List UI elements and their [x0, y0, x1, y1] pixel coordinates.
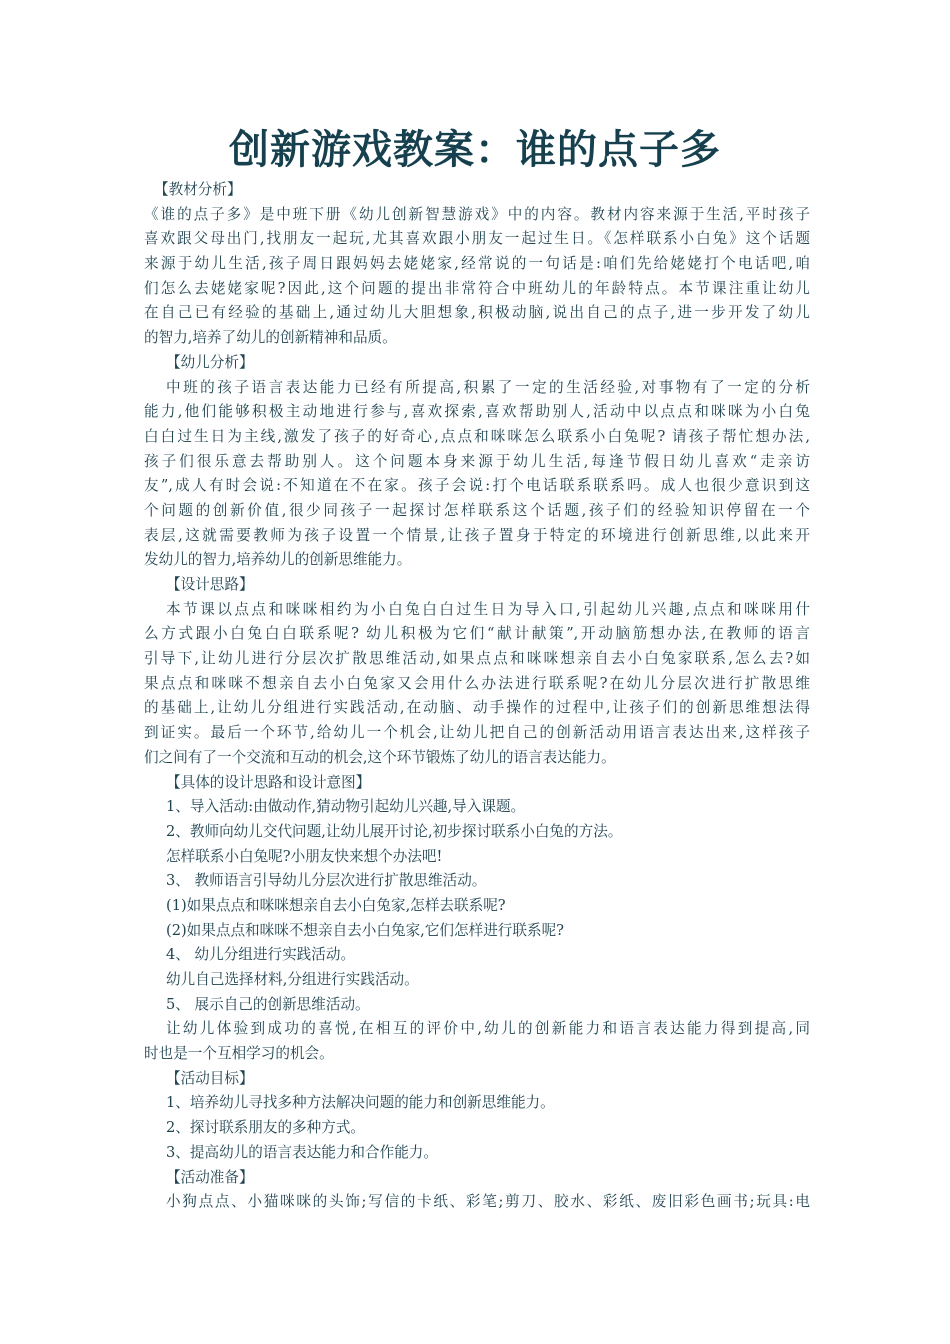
body-line: 发幼儿的智力,培养幼儿的创新思维能力。 [144, 551, 412, 569]
document-body [144, 178, 810, 1215]
body-line: 来源于幼儿生活,孩子周日跟妈妈去姥姥家,经常说的一句话是:咱们先给姥姥打个电话吧,咱 [144, 255, 810, 273]
body-line: 表层,这就需要教师为孩子设置一个情景,让孩子置身于特定的环境进行创新思维,以此来开 [144, 526, 810, 544]
body-line: 【教材分析】 [154, 181, 242, 198]
body-line: 【活动准备】 [166, 1168, 254, 1186]
body-line: 果点点和咪咪不想亲自去小白兔家又会用什么办法进行联系呢?在幼儿分层次进行扩散思维 [144, 674, 810, 692]
body-line: 幼儿自己选择材料,分组进行实践活动。 [166, 971, 419, 988]
body-line: 能力,他们能够积极主动地进行参与,喜欢探索,喜欢帮助别人,活动中以点点和咪咪为小白兔 [144, 403, 810, 421]
document-title: 创新游戏教案：谁的点子多 [229, 127, 721, 173]
body-line: 时也是一个互相学习的机会。 [144, 1045, 334, 1063]
body-line: 们怎么去姥姥家呢?因此,这个问题的提出非常符合中班幼儿的年龄特点。本节课注重让幼儿 [144, 279, 810, 297]
body-line: 【活动目标】 [166, 1069, 254, 1087]
body-line: 怎样联系小白兔呢?小朋友快来想个办法吧! [166, 847, 443, 865]
body-line: 2、探讨联系朋友的多种方式。 [166, 1119, 366, 1137]
body-line: 白白过生日为主线,激发了孩子的好奇心,点点和咪咪怎么联系小白兔呢? 请孩子帮忙想办法, [144, 427, 810, 445]
body-line: 的智力,培养了幼儿的创新精神和品质。 [144, 329, 397, 347]
body-line: 3、提高幼儿的语言表达能力和合作能力。 [166, 1143, 438, 1161]
body-line: 3、 教师语言引导幼儿分层次进行扩散思维活动。 [166, 872, 487, 890]
body-line: 引导下,让幼儿进行分层次扩散思维活动,如果点点和咪咪想亲自去小白兔家联系,怎么去?如 [144, 650, 810, 668]
body-line: 孩子们很乐意去帮助别人。这个问题本身来源于幼儿生活,每逢节假日幼儿喜欢“走亲访 [144, 452, 810, 470]
body-line: 1、导入活动:由做动作,猜动物引起幼儿兴趣,导入课题。 [166, 798, 526, 816]
body-line: 在自己已有经验的基础上,通过幼儿大胆想象,积极动脑,说出自己的点子,进一步开发了幼儿 [144, 304, 810, 322]
body-line: 么方式跟小白兔白白联系呢? 幼儿积极为它们“献计献策”,开动脑筋想办法,在教师的语言 [144, 625, 810, 643]
body-line: 2、教师向幼儿交代问题,让幼儿展开讨论,初步探讨联系小白兔的方法。 [166, 822, 623, 840]
body-line: 小狗点点、小猫咪咪的头饰;写信的卡纸、彩笔;剪刀、胶水、彩纸、废旧彩色画书;玩具:电 [166, 1193, 810, 1211]
body-line: 中班的孩子语言表达能力已经有所提高,积累了一定的生活经验,对事物有了一定的分析 [166, 378, 810, 396]
body-line: 《谁的点子多》是中班下册《幼儿创新智慧游戏》中的内容。教材内容来源于生活,平时孩子 [144, 205, 810, 223]
body-line: 【设计思路】 [166, 576, 254, 593]
body-line: 到证实。最后一个环节,给幼儿一个机会,让幼儿把自己的创新活动用语言表达出来,这样孩子 [144, 724, 810, 742]
body-line: 本节课以点点和咪咪相约为小白兔白白过生日为导入口,引起幼儿兴趣,点点和咪咪用什 [166, 600, 810, 618]
body-line: 友”,成人有时会说:不知道在不在家。孩子会说:打个电话联系联系吗。成人也很少意识到这 [144, 477, 810, 495]
body-line: 让幼儿体验到成功的喜悦,在相互的评价中,幼儿的创新能力和语言表达能力得到提高,同 [166, 1020, 810, 1038]
body-line: 们之间有了一个交流和互动的机会,这个环节锻炼了幼儿的语言表达能力。 [144, 748, 616, 766]
body-line: 【具体的设计思路和设计意图】 [166, 773, 371, 791]
body-line: 的基础上,让幼儿分组进行实践活动,在动脑、动手操作的过程中,让孩子们的创新思维想法得 [144, 699, 810, 717]
body-line: 喜欢跟父母出门,找朋友一起玩,尤其喜欢跟小朋友一起过生日。《怎样联系小白兔》这个话题 [144, 230, 810, 248]
body-line: (1)如果点点和咪咪想亲自去小白兔家,怎样去联系呢? [166, 896, 506, 914]
body-line: 【幼儿分析】 [166, 353, 254, 371]
body-line: 5、 展示自己的创新思维活动。 [166, 995, 370, 1013]
body-line: (2)如果点点和咪咪不想亲自去小白兔家,它们怎样进行联系呢? [166, 921, 564, 939]
body-line: 4、 幼儿分组进行实践活动。 [166, 946, 356, 964]
body-line: 1、培养幼儿寻找多种方法解决问题的能力和创新思维能力。 [166, 1094, 555, 1112]
body-line: 个问题的创新价值,很少同孩子一起探讨怎样联系这个话题,孩子们的经验知识停留在一个 [144, 501, 810, 519]
